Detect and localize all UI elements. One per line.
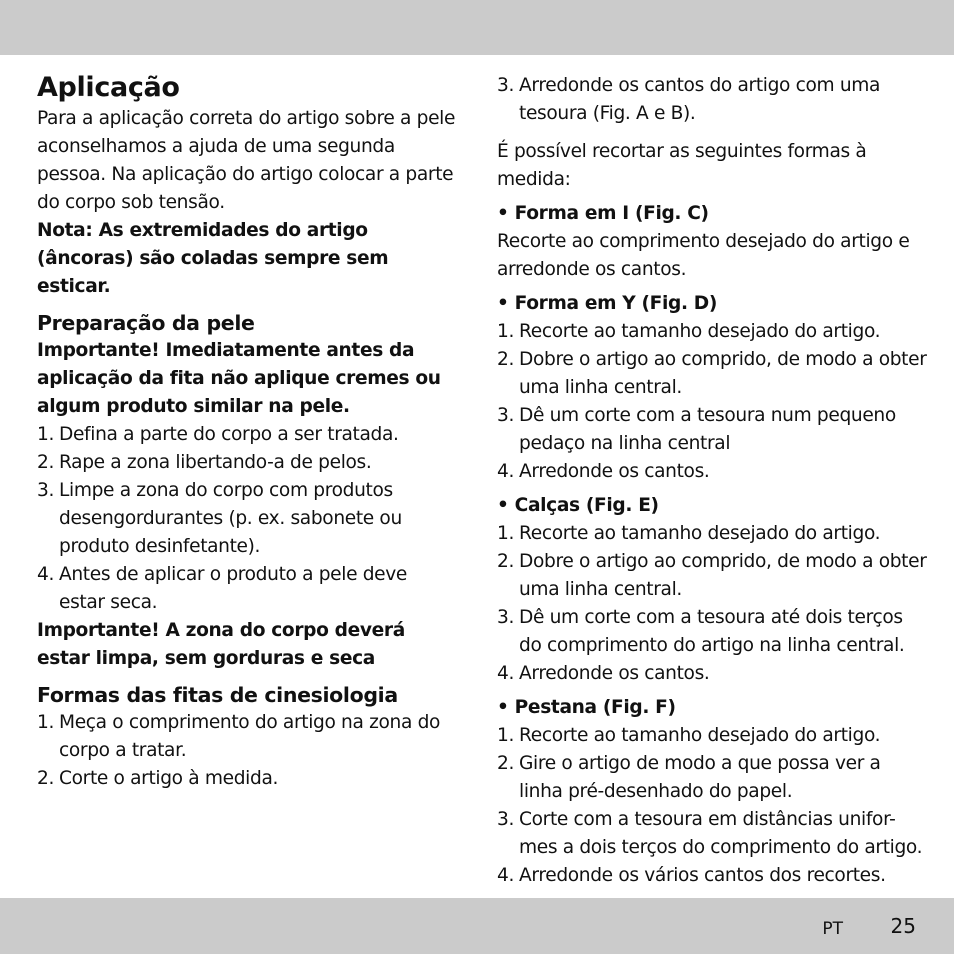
step-number: 3. — [497, 405, 515, 426]
step-number: 4. — [497, 865, 515, 886]
left-column — [37, 72, 457, 793]
step-number: 3. — [497, 607, 515, 628]
step-text: Arredonde os cantos do artigo com uma tesoura (Fig. A e B). — [519, 75, 881, 124]
step-number: 4. — [37, 564, 55, 585]
forma-y-title: • Forma em Y (Fig. D) — [497, 293, 718, 314]
list-item — [497, 346, 927, 402]
step-number: 2. — [497, 753, 515, 774]
step-text: Antes de aplicar o produto a pele deve estar seca. — [59, 564, 407, 613]
footer-bar — [0, 898, 954, 954]
step-text: Corte com a tesoura em distâncias unifor-mes a dois terços do comprimento do artigo. — [519, 809, 923, 858]
list-item — [497, 806, 927, 862]
step-text: Dê um corte com a tesoura num pequeno pedaço na linha central — [519, 405, 896, 454]
step-text: Meça o comprimento do artigo na zona do corpo a tratar. — [59, 712, 441, 761]
list-item — [37, 449, 457, 477]
step-number: 4. — [497, 663, 515, 684]
list-item — [497, 548, 927, 604]
forms-steps-list — [37, 709, 457, 793]
step-number: 1. — [497, 523, 515, 544]
pestana-title: • Pestana (Fig. F) — [497, 697, 676, 718]
list-item — [37, 561, 457, 617]
list-item — [37, 709, 457, 765]
calcas-steps — [497, 520, 927, 688]
note-paragraph: Nota: As extremidades do artigo (âncoras) são coladas sempre sem esticar. — [37, 220, 389, 297]
forma-i-text: Recorte ao comprimento desejado do artigo e arredonde os cantos. — [497, 231, 910, 280]
step-number: 2. — [497, 551, 515, 572]
step-text: Dê um corte com a tesoura até dois terços do comprimento do artigo na linha central. — [519, 607, 905, 656]
step-text: Dobre o artigo ao comprido, de modo a obter uma linha central. — [519, 349, 927, 398]
important-paragraph: Importante! Imediatamente antes da aplicação da fita não aplique cremes ou algum produto similar na pele. — [37, 340, 441, 417]
step-number: 2. — [497, 349, 515, 370]
step-text: Dobre o artigo ao comprido, de modo a obter uma linha central. — [519, 551, 927, 600]
pestana-steps — [497, 722, 927, 890]
prep-steps-list — [37, 421, 457, 617]
page-number: 25 — [890, 914, 916, 938]
step-number: 1. — [497, 725, 515, 746]
important-paragraph-2: Importante! A zona do corpo deverá estar limpa, sem gorduras e seca — [37, 620, 405, 669]
forma-i-title: • Forma em I (Fig. C) — [497, 203, 709, 224]
step-text: Corte o artigo à medida. — [59, 768, 279, 789]
section-title-aplicacao: Aplicação — [37, 72, 180, 103]
list-item — [497, 750, 927, 806]
subsection-title-formas: Formas das fitas de cinesiologia — [37, 683, 398, 707]
step-number: 2. — [37, 452, 55, 473]
subsection-title-preparacao: Preparação da pele — [37, 311, 255, 335]
header-bar — [0, 0, 954, 55]
step-number: 1. — [497, 321, 515, 342]
list-item — [497, 604, 927, 660]
step-number: 3. — [497, 809, 515, 830]
calcas-title: • Calças (Fig. E) — [497, 495, 659, 516]
step-text: Recorte ao tamanho desejado do artigo. — [519, 321, 881, 342]
list-item — [37, 421, 457, 449]
possible-forms-paragraph: É possível recortar as seguintes formas à medida: — [497, 141, 867, 190]
forma-y-steps — [497, 318, 927, 486]
list-item — [37, 765, 457, 793]
step-number: 3. — [37, 480, 55, 501]
step-text: Gire o artigo de modo a que possa ver a linha pré-desenhado do papel. — [519, 753, 881, 802]
step-text: Arredonde os cantos. — [519, 663, 710, 684]
forms-step3-list — [497, 72, 927, 128]
step-text: Limpe a zona do corpo com produtos desengordurantes (p. ex. sabonete ou produto desinfetante). — [59, 480, 402, 557]
step-text: Arredonde os cantos. — [519, 461, 710, 482]
step-text: Arredonde os vários cantos dos recortes. — [519, 865, 886, 886]
list-item — [497, 660, 927, 688]
right-column — [497, 72, 927, 890]
list-item — [37, 477, 457, 561]
intro-paragraph: Para a aplicação correta do artigo sobre a pele aconselhamos a ajuda de uma segunda pessoa. Na aplicação do artigo colocar a parte do corpo sob tensão. — [37, 108, 456, 213]
list-item — [497, 722, 927, 750]
step-number: 4. — [497, 461, 515, 482]
language-code: PT — [822, 919, 843, 939]
step-text: Recorte ao tamanho desejado do artigo. — [519, 725, 881, 746]
step-number: 1. — [37, 424, 55, 445]
step-number: 3. — [497, 75, 515, 96]
list-item — [497, 520, 927, 548]
list-item — [497, 862, 927, 890]
list-item — [497, 318, 927, 346]
step-text: Rape a zona libertando-a de pelos. — [59, 452, 372, 473]
step-number: 2. — [37, 768, 55, 789]
step-text: Defina a parte do corpo a ser tratada. — [59, 424, 399, 445]
step-number: 1. — [37, 712, 55, 733]
step-text: Recorte ao tamanho desejado do artigo. — [519, 523, 881, 544]
list-item — [497, 72, 927, 128]
list-item — [497, 402, 927, 458]
list-item — [497, 458, 927, 486]
